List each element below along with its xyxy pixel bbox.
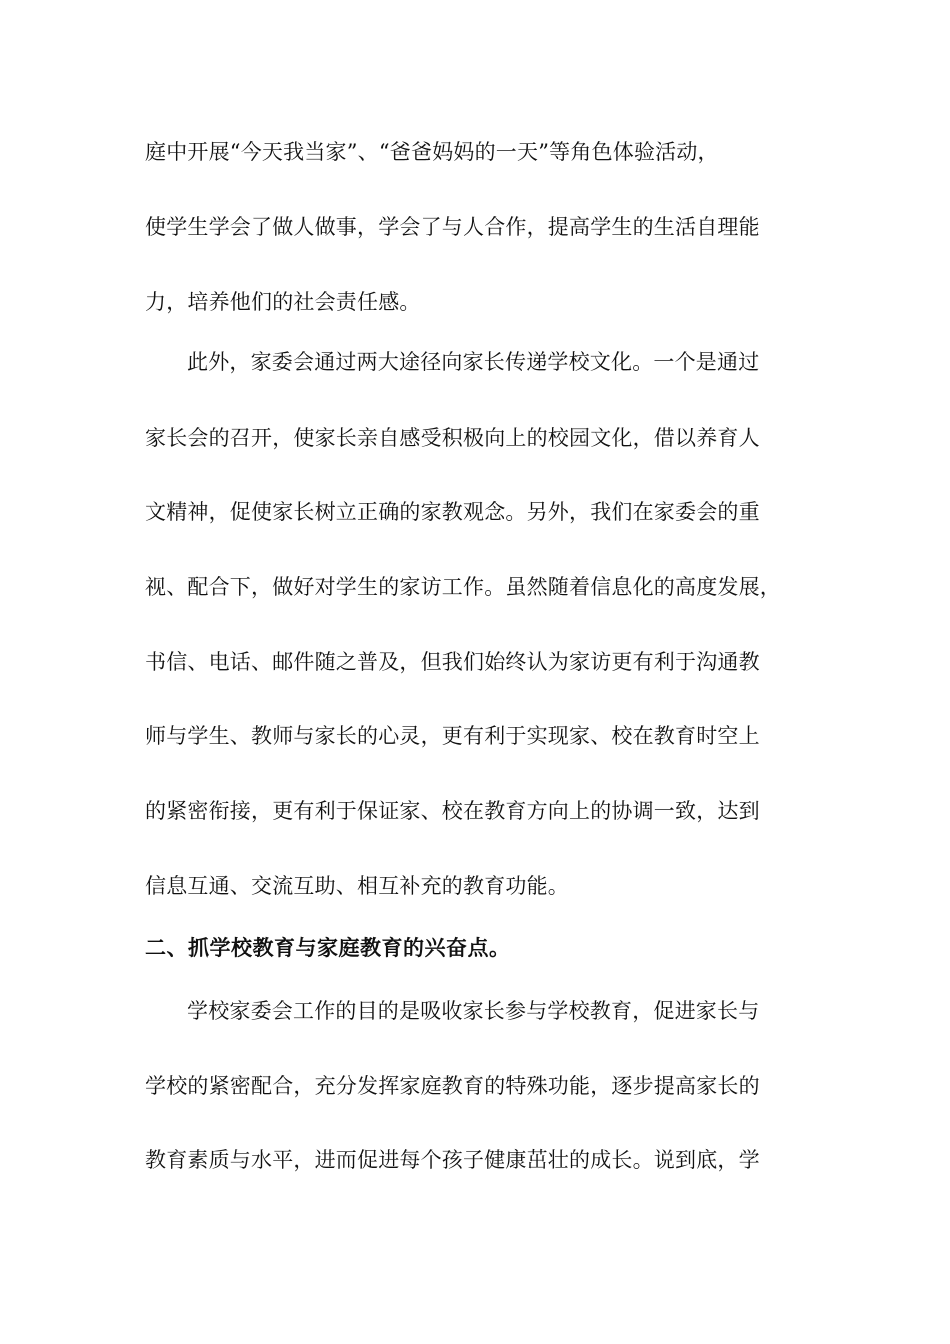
paragraph-line: 教育素质与水平，进而促进每个孩子健康茁壮的成长。说到底，学	[145, 1148, 760, 1172]
paragraph-line: 信息互通、交流互助、相互补充的教育功能。	[145, 874, 569, 898]
paragraph-line: 的紧密衔接，更有利于保证家、校在教育方向上的协调一致，达到	[145, 799, 760, 823]
paragraph-line: 家长会的召开，使家长亲自感受积极向上的校园文化，借以养育人	[145, 426, 760, 450]
paragraph-line: 文精神，促使家长树立正确的家教观念。另外，我们在家委会的重	[145, 500, 760, 524]
paragraph-line: 力，培养他们的社会责任感。	[145, 290, 421, 314]
paragraph-line: 此外，家委会通过两大途径向家长传递学校文化。一个是通过	[187, 350, 760, 374]
paragraph-line: 学校的紧密配合，充分发挥家庭教育的特殊功能，逐步提高家长的	[145, 1074, 760, 1098]
section-heading: 二、抓学校教育与家庭教育的兴奋点。	[145, 936, 511, 960]
paragraph-line: 庭中开展“今天我当家”、“爸爸妈妈的一天”等角色体验活动，	[145, 140, 719, 164]
paragraph-line: 师与学生、教师与家长的心灵，更有利于实现家、校在教育时空上	[145, 724, 760, 748]
paragraph-line: 使学生学会了做人做事，学会了与人合作，提高学生的生活自理能	[145, 215, 760, 239]
paragraph-line: 视、配合下，做好对学生的家访工作。虽然随着信息化的高度发展，	[145, 575, 781, 599]
paragraph-line: 书信、电话、邮件随之普及，但我们始终认为家访更有利于沟通教	[145, 650, 760, 674]
paragraph-line: 学校家委会工作的目的是吸收家长参与学校教育，促进家长与	[187, 999, 760, 1023]
